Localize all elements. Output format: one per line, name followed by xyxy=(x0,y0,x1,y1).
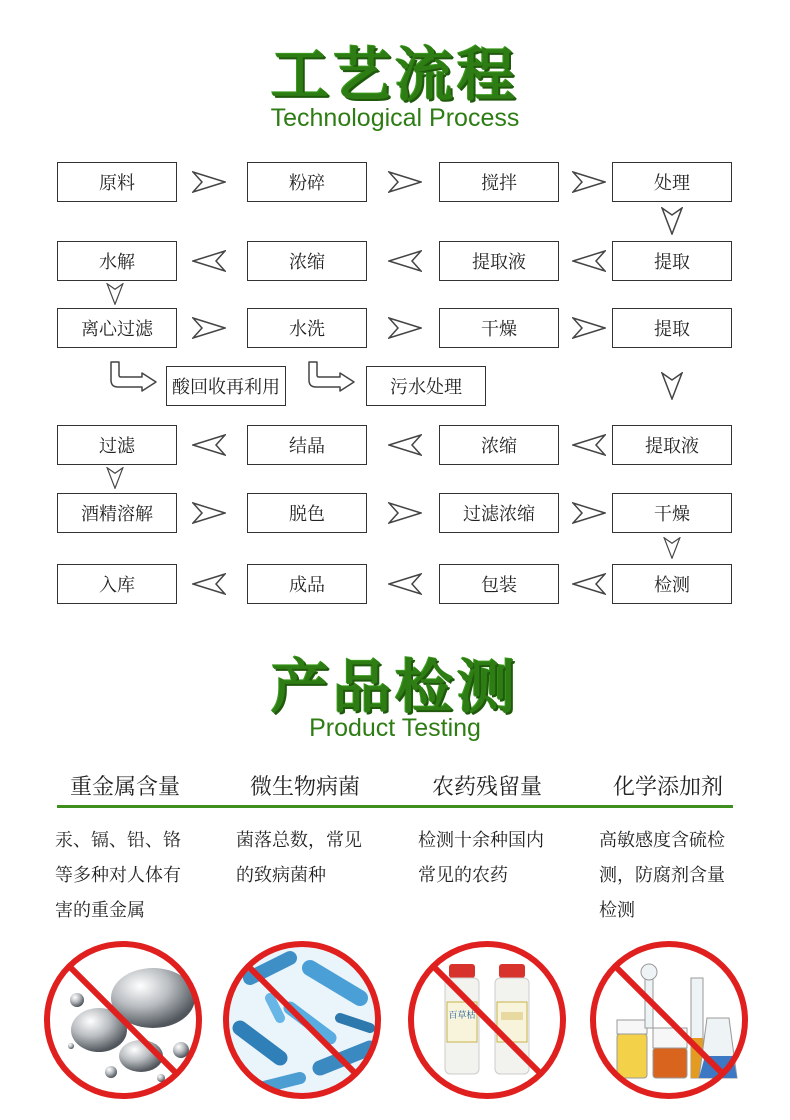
flow-box: 搅拌 xyxy=(439,162,559,202)
testing-title: 产品检测 xyxy=(270,653,519,721)
flow-box: 过滤 xyxy=(57,425,177,465)
test-description xyxy=(236,823,406,893)
arrow-left-icon xyxy=(192,250,226,272)
desc-line: 高敏感度含硫检 xyxy=(599,830,725,851)
flow-box: 干燥 xyxy=(439,308,559,348)
divider-line xyxy=(57,805,733,808)
flow-box: 原料 xyxy=(57,162,177,202)
arrow-left-icon xyxy=(388,434,422,456)
arrow-right-icon xyxy=(388,317,422,339)
testing-subtitle: Product Testing xyxy=(309,714,481,742)
arrow-left-icon xyxy=(192,434,226,456)
arrow-down-icon xyxy=(663,537,681,559)
flow-box: 包装 xyxy=(439,564,559,604)
arrow-right-icon xyxy=(192,502,226,524)
flow-box: 粉碎 xyxy=(247,162,367,202)
desc-line: 害的重金属 xyxy=(55,900,145,921)
test-category: 重金属含量 xyxy=(69,775,180,800)
test-description xyxy=(599,823,769,928)
flow-box: 提取 xyxy=(612,308,732,348)
arrow-left-icon xyxy=(388,250,422,272)
metal-droplets-icon xyxy=(41,938,205,1102)
flow-box: 干燥 xyxy=(612,493,732,533)
test-category: 农药残留量 xyxy=(431,775,542,800)
flow-box: 处理 xyxy=(612,162,732,202)
arrow-right-icon xyxy=(192,171,226,193)
arrow-right-icon xyxy=(388,171,422,193)
flow-box: 浓缩 xyxy=(439,425,559,465)
arrow-left-icon xyxy=(572,250,606,272)
test-category: 微生物病菌 xyxy=(249,775,360,800)
desc-line: 常见的农药 xyxy=(418,865,508,886)
process-subtitle: Technological Process xyxy=(270,104,520,132)
desc-line: 的致病菌种 xyxy=(236,865,326,886)
arrow-right-icon xyxy=(572,171,606,193)
pesticide-bottle-icon xyxy=(405,938,569,1102)
flow-box: 检测 xyxy=(612,564,732,604)
flow-box: 入库 xyxy=(57,564,177,604)
flow-box: 结晶 xyxy=(247,425,367,465)
flow-box: 酒精溶解 xyxy=(57,493,177,533)
arrow-right-icon xyxy=(572,502,606,524)
test-description xyxy=(418,823,588,893)
test-category: 化学添加剂 xyxy=(612,775,723,800)
bottle-label: 百草枯 xyxy=(448,1011,476,1021)
desc-line: 检测十余种国内 xyxy=(418,830,544,851)
arrow-right-icon xyxy=(572,317,606,339)
flow-box: 成品 xyxy=(247,564,367,604)
flow-box: 脱色 xyxy=(247,493,367,533)
flow-box: 过滤浓缩 xyxy=(439,493,559,533)
bacteria-icon xyxy=(220,938,384,1102)
arrow-down-icon xyxy=(661,207,683,235)
arrow-right-icon xyxy=(192,317,226,339)
flow-box: 酸回收再利用 xyxy=(166,366,286,406)
process-title: 工艺流程 xyxy=(270,41,519,109)
lab-glassware-icon xyxy=(587,938,751,1102)
arrow-down-icon xyxy=(661,372,683,400)
desc-line: 测，防腐剂含量 xyxy=(599,865,725,886)
desc-line: 检测 xyxy=(599,900,635,921)
flow-box: 浓缩 xyxy=(247,241,367,281)
arrow-down-icon xyxy=(106,283,124,305)
desc-line: 等多种对人体有 xyxy=(55,865,181,886)
desc-line: 汞、镉、铅、铬 xyxy=(55,830,181,851)
arrow-right-icon xyxy=(388,502,422,524)
arrow-left-icon xyxy=(572,434,606,456)
bent-arrow-icon xyxy=(306,360,356,392)
flow-box: 提取 xyxy=(612,241,732,281)
arrow-down-icon xyxy=(106,467,124,489)
flow-box: 水洗 xyxy=(247,308,367,348)
flow-box: 水解 xyxy=(57,241,177,281)
flow-box: 污水处理 xyxy=(366,366,486,406)
test-description xyxy=(55,823,225,928)
flow-box: 离心过滤 xyxy=(57,308,177,348)
arrow-left-icon xyxy=(388,573,422,595)
desc-line: 菌落总数，常见 xyxy=(236,830,362,851)
flow-box: 提取液 xyxy=(612,425,732,465)
arrow-left-icon xyxy=(572,573,606,595)
arrow-left-icon xyxy=(192,573,226,595)
flow-box: 提取液 xyxy=(439,241,559,281)
bent-arrow-icon xyxy=(108,360,158,392)
